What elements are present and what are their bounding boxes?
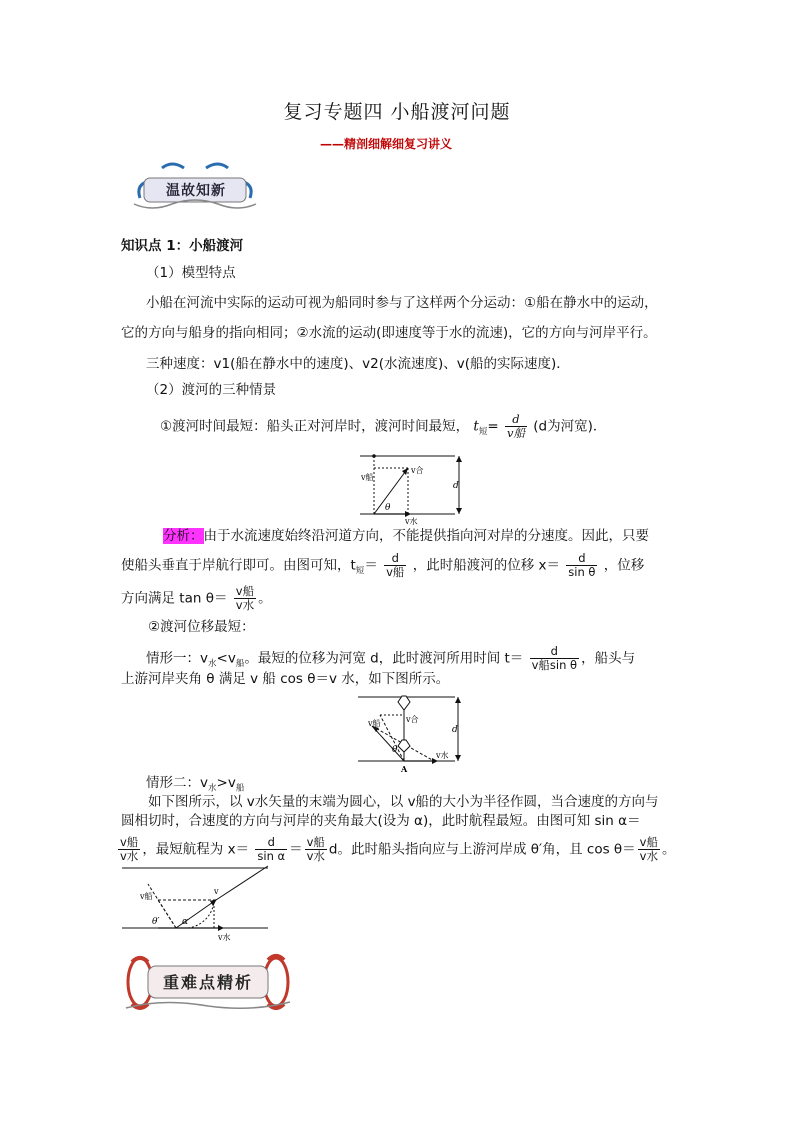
fraction: $\frac{d}{\text{sin α}}$ <box>257 835 286 863</box>
fig3-label: v船 <box>140 892 153 901</box>
knowledge-point-heading: 知识点 1：小船渡河 <box>121 238 244 254</box>
analysis-line-1 <box>163 526 649 546</box>
analysis-text: 使船头垂直于岸航行即可。由图可知，t <box>121 557 356 574</box>
fraction: $\frac{d}{\text{sin θ}}$ <box>568 551 596 579</box>
situation-text: <v <box>216 650 236 667</box>
figure-shortest-displacement-1 <box>350 688 475 776</box>
formula-eq: ＝ <box>364 557 378 574</box>
formula-sub: 短 <box>355 566 365 577</box>
situation2-line-3 <box>116 836 675 863</box>
analysis-text: 。 <box>258 590 272 607</box>
fig3-label: v <box>214 887 219 896</box>
situation-text: ＝ <box>289 841 303 858</box>
fig3-label: v水 <box>218 933 231 942</box>
situation2-line-1: 如下图所示，以 v水矢量的末端为圆心，以 v船的大小为半径作圆，当合速度的方向与 <box>148 794 659 810</box>
fraction: $\frac{\text{v船}}{\text{v水}}$ <box>120 835 139 863</box>
fig2-label: v水 <box>436 751 449 760</box>
review-banner <box>132 158 258 212</box>
figure-shortest-displacement-2 <box>118 862 278 942</box>
figure-shortest-time <box>355 448 475 528</box>
fig2-label: A <box>401 764 408 774</box>
page-subtitle: ——精剖细解细复习讲义 <box>320 137 453 151</box>
formula-sub: 水 <box>208 783 217 794</box>
fig1-label: d <box>453 481 459 491</box>
fig2-label: d <box>452 725 458 735</box>
fig1-label: θ <box>385 503 391 513</box>
situation-text: 情形一：v <box>146 650 208 667</box>
formula-sub: 短 <box>478 427 488 438</box>
analysis-tag: 分析： <box>163 528 204 544</box>
situation-text: ，船头与 <box>581 650 636 667</box>
formula-sub: 船 <box>235 783 245 794</box>
formula-var: t <box>473 418 479 435</box>
situation2-line-2: 圆相切时，合速度的方向与河岸的夹角最大(设为 α)，此时航程最短。由图可知 sin α＝ <box>121 813 641 829</box>
situation-text: ，最短航程为 x＝ <box>142 841 250 858</box>
fraction: $\frac{d}{\text{v船}}$ <box>386 551 405 579</box>
banner-text: 重难点精析 <box>162 973 253 992</box>
formula-sub: 水 <box>208 659 217 670</box>
fig2-label: v合 <box>406 715 419 724</box>
fig3-label: α <box>182 917 189 927</box>
analysis-text: ，位移 <box>603 557 645 574</box>
fig1-label: v船 <box>361 473 374 482</box>
page-title: 复习专题四 小船渡河问题 <box>283 101 511 123</box>
analysis-text: 方向满足 tan θ＝ <box>121 590 228 607</box>
situation-text: >v <box>216 775 236 791</box>
three-velocities-line: 三种速度：v1(船在静水中的速度)、v2(水流速度)、v(船的实际速度)． <box>146 356 570 372</box>
formula-eq: = <box>487 418 499 435</box>
paragraph-line: 它的方向与船身的指向相同；②水流的运动(即速度等于水的流速)，它的方向与河岸平行。 <box>121 325 657 341</box>
fig2-label: θ <box>392 745 398 755</box>
case2-heading: ②渡河位移最短： <box>148 619 255 635</box>
fraction: $\frac{\text{v船}}{\text{v水}}$ <box>235 584 255 612</box>
fraction: $\frac{\text{v船}}{\text{v水}}$ <box>306 835 325 863</box>
fig2-label: v船 <box>368 719 381 728</box>
banner-text: 温故知新 <box>166 183 226 199</box>
case1-line <box>160 413 606 442</box>
situation-text: 。 <box>661 841 676 858</box>
section-heading-cases: （2）渡河的三种情景 <box>146 382 277 398</box>
situation-text: 。最短的位移为河宽 d，此时渡河所用时间 t＝ <box>244 650 524 667</box>
situation-text: d。此时船头指向应与上游河岸成 θ′角，且 cos θ＝ <box>328 841 636 858</box>
fraction: $\frac{d}{\text{v船sin θ}}$ <box>531 644 578 672</box>
situation-text: 情形二：v <box>146 775 208 791</box>
case1-tail: (d为河宽)． <box>533 418 607 435</box>
key-points-banner <box>122 952 294 1012</box>
analysis-line-2 <box>121 552 644 581</box>
analysis-text: 由于水流速度始终沿河道方向，不能提供指向河对岸的分速度。因此，只要 <box>203 528 649 544</box>
situation1-line-2: 上游河岸夹角 θ 满足 v 船 cos θ＝v 水，如下图所示。 <box>121 671 450 687</box>
analysis-text: ，此时船渡河的位移 x＝ <box>412 557 560 574</box>
analysis-line-3 <box>121 585 272 612</box>
section-heading-model: （1）模型特点 <box>146 265 236 281</box>
fig1-label: v合 <box>411 466 424 475</box>
fig3-label: θ′ <box>152 917 160 927</box>
fig1-label: v水 <box>405 517 418 526</box>
formula-sub: 船 <box>235 659 245 670</box>
fraction: $\frac{d}{\text{v船}}$ <box>506 412 525 440</box>
paragraph-line: 小船在河流中实际的运动可视为船同时参与了这样两个分运动：①船在静水中的运动， <box>146 295 658 311</box>
case1-text: ①渡河时间最短：船头正对河岸时，渡河时间最短， <box>160 418 470 435</box>
fraction: $\frac{\text{v船}}{\text{v水}}$ <box>639 835 658 863</box>
